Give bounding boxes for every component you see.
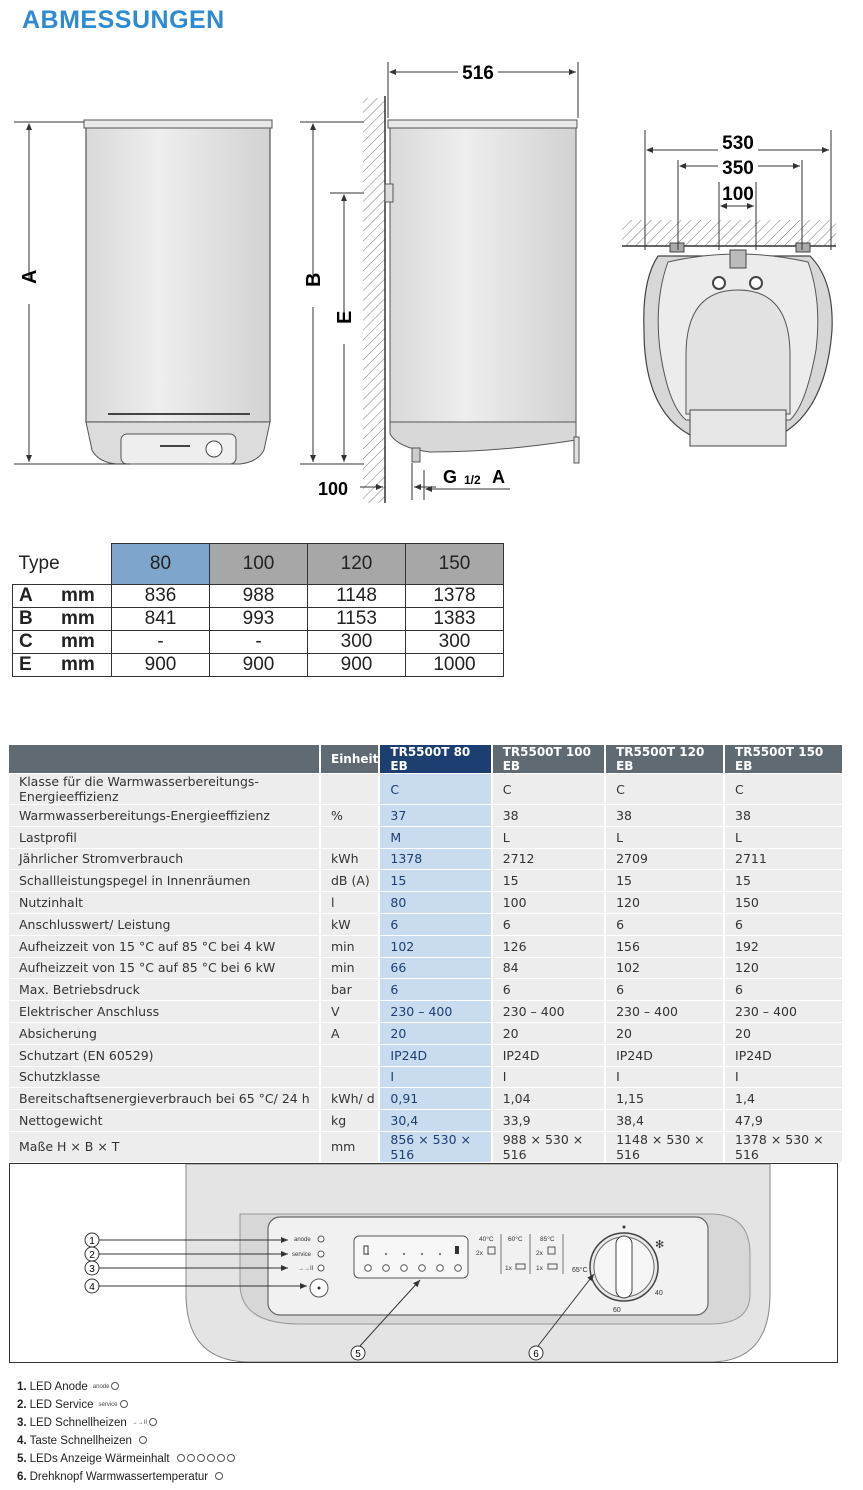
led-anode-label: anode xyxy=(294,1237,311,1243)
thermo-high-icon xyxy=(455,1246,459,1254)
dims-cell: 841 xyxy=(112,608,210,631)
spec-cell-value: 30,4 xyxy=(380,1110,492,1131)
spec-cell-label: Elektrischer Anschluss xyxy=(9,1001,321,1022)
spec-cell-value: IP24D xyxy=(493,1045,606,1066)
callout-3 xyxy=(85,1261,99,1275)
spec-row xyxy=(9,870,844,891)
spec-cell-value: C xyxy=(606,774,725,804)
spec-cell-value: 230 – 400 xyxy=(606,1001,725,1022)
spec-cell-label: Anschlusswert/ Leistung xyxy=(9,914,321,935)
spec-cell-value: L xyxy=(725,827,844,848)
spec-row xyxy=(9,849,844,870)
dim-516: 516 xyxy=(462,63,494,84)
spec-cell-value: I xyxy=(725,1067,844,1088)
type-col-80: 80 xyxy=(112,544,210,585)
spec-cell-value: 120 xyxy=(606,892,725,913)
dim-530: 530 xyxy=(722,133,754,154)
spec-cell-value: 230 – 400 xyxy=(493,1001,606,1022)
dims-row-e xyxy=(13,654,504,677)
spec-cell-label: Maße H × B × T xyxy=(9,1132,321,1162)
spec-row xyxy=(9,774,844,804)
led-boost xyxy=(318,1265,324,1271)
legend-mini-label: anode xyxy=(92,1384,110,1390)
spec-cell-label: Absicherung xyxy=(9,1023,321,1044)
dims-cell: 300 xyxy=(406,631,504,654)
spec-cell-value: 80 xyxy=(380,892,492,913)
thread-fraction: 1/2 xyxy=(464,473,481,487)
specification-table xyxy=(9,744,844,1163)
led-service xyxy=(318,1251,324,1257)
spec-cell-unit: min xyxy=(321,958,380,979)
spec-cell-value: 20 xyxy=(606,1023,725,1044)
row-key: B xyxy=(19,608,33,629)
spec-cell-value: 33,9 xyxy=(493,1110,606,1131)
spec-cell-label: Schutzart (EN 60529) xyxy=(9,1045,321,1066)
spec-header-blank xyxy=(9,745,321,773)
spec-cell-label: Schutzklasse xyxy=(9,1067,321,1088)
dims-cell: - xyxy=(210,631,308,654)
spec-cell-value: 15 xyxy=(606,870,725,891)
dims-cell: 300 xyxy=(308,631,406,654)
legend-text: LEDs Anzeige Wärmeinhalt xyxy=(29,1453,170,1465)
spec-cell-value: 6 xyxy=(725,979,844,1000)
legend-item xyxy=(17,1378,235,1396)
dimensions-table xyxy=(12,543,504,677)
spec-row xyxy=(9,936,844,957)
top-view xyxy=(622,130,836,446)
spec-header-model: TR5500T 80 EB xyxy=(380,745,492,773)
mult-2x-b: 2x xyxy=(536,1250,543,1257)
spec-cell-unit: kW xyxy=(321,914,380,935)
dims-row-a xyxy=(13,585,504,608)
spec-cell-value: IP24D xyxy=(380,1045,492,1066)
legend-text: LED Service xyxy=(29,1399,94,1411)
spec-header-model: TR5500T 150 EB xyxy=(725,745,844,773)
callout-6 xyxy=(529,1346,543,1360)
spec-cell-value: 20 xyxy=(380,1023,492,1044)
spec-cell-value: 38 xyxy=(725,805,844,826)
spec-cell-value: M xyxy=(380,827,492,848)
spec-cell-value: 100 xyxy=(493,892,606,913)
spec-cell-label: Aufheizzeit von 15 °C auf 85 °C bei 4 kW xyxy=(9,936,321,957)
spec-cell-label: Klasse für die Warmwasserbereitungs-Energieeffizienz xyxy=(9,774,321,804)
spec-cell-value: 37 xyxy=(380,805,492,826)
dims-cell: 993 xyxy=(210,608,308,631)
spec-cell-unit: l xyxy=(321,892,380,913)
spec-cell-value: IP24D xyxy=(606,1045,725,1066)
spec-cell-value: 2709 xyxy=(606,849,725,870)
type-col-120: 120 xyxy=(308,544,406,585)
label-e: E xyxy=(334,310,356,324)
legend-number: 3. xyxy=(17,1417,27,1429)
spec-row xyxy=(9,1110,844,1131)
spec-cell-value: 2711 xyxy=(725,849,844,870)
spec-cell-value: 150 xyxy=(725,892,844,913)
spec-cell-value: I xyxy=(380,1067,492,1088)
spec-cell-value: 84 xyxy=(493,958,606,979)
legend-text: LED Anode xyxy=(29,1381,88,1393)
spec-cell-value: 15 xyxy=(493,870,606,891)
spec-row xyxy=(9,1023,844,1044)
spec-cell-value: 6 xyxy=(380,914,492,935)
led-anode xyxy=(318,1236,324,1242)
spec-cell-value: 1,04 xyxy=(493,1088,606,1109)
spec-row xyxy=(9,1045,844,1066)
spec-row xyxy=(9,914,844,935)
thread-suffix: A xyxy=(492,467,505,487)
spec-cell-value: 20 xyxy=(725,1023,844,1044)
spec-cell-unit xyxy=(321,1067,380,1088)
legend-text: Drehknopf Warmwassertemperatur xyxy=(29,1471,209,1483)
dims-row-b xyxy=(13,608,504,631)
spec-cell-unit xyxy=(321,774,380,804)
spec-cell-value: 6 xyxy=(606,979,725,1000)
legend-item xyxy=(17,1396,235,1414)
spec-cell-value: 856 × 530 × 516 xyxy=(380,1132,492,1162)
spec-header-unit: Einheit xyxy=(321,745,380,773)
legend-mini-icon xyxy=(175,1450,235,1468)
spec-cell-value: 102 xyxy=(606,958,725,979)
row-key: A xyxy=(19,585,33,606)
label-a: A xyxy=(19,269,41,284)
svg-text:3: 3 xyxy=(89,1264,95,1275)
spec-cell-value: 20 xyxy=(493,1023,606,1044)
thermo-low-icon xyxy=(364,1246,368,1254)
svg-text:5: 5 xyxy=(355,1349,361,1360)
type-col-100: 100 xyxy=(210,544,308,585)
spec-cell-value: 66 xyxy=(380,958,492,979)
dims-cell: 900 xyxy=(308,654,406,677)
spec-cell-unit xyxy=(321,1045,380,1066)
spec-cell-unit: kWh/ d xyxy=(321,1088,380,1109)
spec-cell-value: C xyxy=(725,774,844,804)
dim-100-bottom: 100 xyxy=(318,479,349,499)
legend-item xyxy=(17,1450,235,1468)
svg-text:2: 2 xyxy=(89,1250,95,1261)
dims-cell: 1000 xyxy=(406,654,504,677)
legend-mini-icon xyxy=(132,1414,157,1432)
page-title: ABMESSUNGEN xyxy=(22,6,225,34)
spec-row xyxy=(9,892,844,913)
legend-mini-label: service xyxy=(98,1402,118,1408)
spec-cell-value: 6 xyxy=(606,914,725,935)
control-panel-diagram xyxy=(9,1163,838,1363)
legend-item xyxy=(17,1468,235,1486)
legend-number: 1. xyxy=(17,1381,27,1393)
svg-text:6: 6 xyxy=(533,1349,539,1360)
callout-2 xyxy=(85,1247,99,1261)
spec-row xyxy=(9,979,844,1000)
knob-60: 60 xyxy=(613,1307,621,1314)
spec-cell-value: 120 xyxy=(725,958,844,979)
label-b: B xyxy=(303,272,325,287)
dims-cell: 1378 xyxy=(406,585,504,608)
temp-40: 40°C xyxy=(479,1236,494,1243)
spec-cell-value: 126 xyxy=(493,936,606,957)
mult-2x-a: 2x xyxy=(476,1250,483,1257)
dims-cell: 1148 xyxy=(308,585,406,608)
mult-1x-b: 1x xyxy=(536,1265,543,1272)
spec-cell-value: C xyxy=(380,774,492,804)
front-view xyxy=(14,120,272,464)
spec-cell-value: 0,91 xyxy=(380,1088,492,1109)
temp-60: 60°C xyxy=(508,1236,523,1243)
callout-5 xyxy=(351,1346,365,1360)
spec-cell-value: 1,4 xyxy=(725,1088,844,1109)
spec-cell-value: 15 xyxy=(380,870,492,891)
spec-cell-value: I xyxy=(493,1067,606,1088)
dims-cell: 1383 xyxy=(406,608,504,631)
legend-mini-label: →→II xyxy=(131,1420,148,1426)
dims-cell: 900 xyxy=(210,654,308,677)
spec-cell-unit: V xyxy=(321,1001,380,1022)
legend-number: 2. xyxy=(17,1399,27,1411)
legend-number: 6. xyxy=(17,1471,27,1483)
dims-cell: 988 xyxy=(210,585,308,608)
spec-cell-value: 230 – 400 xyxy=(380,1001,492,1022)
row-key: E xyxy=(19,654,32,675)
spec-cell-unit xyxy=(321,827,380,848)
dims-cell: 900 xyxy=(112,654,210,677)
spec-cell-unit: % xyxy=(321,805,380,826)
spec-cell-unit: bar xyxy=(321,979,380,1000)
spec-cell-value: 15 xyxy=(725,870,844,891)
row-unit: mm xyxy=(61,631,95,652)
knob-65: 65°C xyxy=(572,1267,588,1274)
type-col-150: 150 xyxy=(406,544,504,585)
spec-cell-value: 988 × 530 × 516 xyxy=(493,1132,606,1162)
spec-cell-unit: A xyxy=(321,1023,380,1044)
legend-text: LED Schnellheizen xyxy=(29,1417,127,1429)
spec-cell-unit: mm xyxy=(321,1132,380,1162)
spec-cell-value: I xyxy=(606,1067,725,1088)
mult-1x-a: 1x xyxy=(505,1265,512,1272)
row-key: C xyxy=(19,631,33,652)
spec-cell-value: 1,15 xyxy=(606,1088,725,1109)
legend-mini-icon xyxy=(213,1468,223,1486)
spec-cell-label: Nutzinhalt xyxy=(9,892,321,913)
spec-row xyxy=(9,1067,844,1088)
spec-cell-value: 6 xyxy=(493,979,606,1000)
type-header: Type xyxy=(13,544,112,585)
spec-cell-label: Bereitschaftsenergieverbrauch bei 65 °C/ 24 h xyxy=(9,1088,321,1109)
spec-cell-value: C xyxy=(493,774,606,804)
row-unit: mm xyxy=(61,654,95,675)
svg-text:1: 1 xyxy=(89,1236,95,1247)
spec-row xyxy=(9,1088,844,1109)
spec-row xyxy=(9,1132,844,1162)
legend-number: 4. xyxy=(17,1435,27,1447)
spec-cell-unit: kWh xyxy=(321,849,380,870)
spec-cell-value: L xyxy=(606,827,725,848)
dims-cell: - xyxy=(112,631,210,654)
spec-row xyxy=(9,805,844,826)
spec-cell-value: 38 xyxy=(493,805,606,826)
dims-cell: 836 xyxy=(112,585,210,608)
legend-mini-icon xyxy=(137,1432,147,1450)
spec-cell-label: Max. Betriebsdruck xyxy=(9,979,321,1000)
spec-cell-value: 1378 xyxy=(380,849,492,870)
spec-cell-value: 6 xyxy=(380,979,492,1000)
spec-cell-unit: kg xyxy=(321,1110,380,1131)
led-boost-label: →→II xyxy=(298,1266,314,1272)
spec-cell-label: Nettogewicht xyxy=(9,1110,321,1131)
temp-85: 85°C xyxy=(540,1236,555,1243)
legend-number: 5. xyxy=(17,1453,27,1465)
control-panel-svg xyxy=(10,1164,837,1362)
callout-4 xyxy=(85,1279,99,1293)
spec-header-model: TR5500T 100 EB xyxy=(493,745,606,773)
spec-cell-unit: dB (A) xyxy=(321,870,380,891)
row-unit: mm xyxy=(61,585,95,606)
legend-mini-icon xyxy=(93,1378,120,1396)
spec-cell-value: 230 – 400 xyxy=(725,1001,844,1022)
spec-cell-unit: min xyxy=(321,936,380,957)
spec-cell-label: Jährlicher Stromverbrauch xyxy=(9,849,321,870)
dimension-drawing xyxy=(0,0,863,520)
legend-mini-icon xyxy=(99,1396,128,1414)
spec-cell-value: 6 xyxy=(725,914,844,935)
spec-cell-label: Warmwasserbereitungs-Energieeffizienz xyxy=(9,805,321,826)
dims-row-c xyxy=(13,631,504,654)
spec-cell-value: 192 xyxy=(725,936,844,957)
spec-cell-value: IP24D xyxy=(725,1045,844,1066)
spec-cell-value: 47,9 xyxy=(725,1110,844,1131)
spec-cell-label: Schallleistungspegel in Innenräumen xyxy=(9,870,321,891)
spec-cell-value: 1148 × 530 × 516 xyxy=(606,1132,725,1162)
spec-cell-value: 156 xyxy=(606,936,725,957)
spec-cell-value: 38 xyxy=(606,805,725,826)
panel-legend xyxy=(17,1378,235,1486)
dims-cell: 1153 xyxy=(308,608,406,631)
spec-cell-value: 2712 xyxy=(493,849,606,870)
spec-row xyxy=(9,958,844,979)
spec-cell-value: 38,4 xyxy=(606,1110,725,1131)
callout-1 xyxy=(85,1233,99,1247)
thread-g: G xyxy=(443,467,458,487)
spec-row xyxy=(9,827,844,848)
spec-row xyxy=(9,1001,844,1022)
legend-item xyxy=(17,1432,235,1450)
spec-cell-label: Lastprofil xyxy=(9,827,321,848)
side-view xyxy=(300,60,579,503)
spec-cell-label: Aufheizzeit von 15 °C auf 85 °C bei 6 kW xyxy=(9,958,321,979)
legend-item xyxy=(17,1414,235,1432)
spec-cell-value: 6 xyxy=(493,914,606,935)
knob-40: 40 xyxy=(655,1290,663,1297)
dim-350: 350 xyxy=(722,158,754,179)
led-service-label: service xyxy=(292,1252,312,1258)
row-unit: mm xyxy=(61,608,95,629)
spec-header-model: TR5500T 120 EB xyxy=(606,745,725,773)
svg-text:4: 4 xyxy=(89,1282,95,1293)
legend-text: Taste Schnellheizen xyxy=(29,1435,132,1447)
spec-cell-value: 1378 × 530 × 516 xyxy=(725,1132,844,1162)
spec-cell-value: 102 xyxy=(380,936,492,957)
spec-cell-value: L xyxy=(493,827,606,848)
dim-100-top: 100 xyxy=(722,184,754,205)
snowflake-icon: ✻ xyxy=(655,1239,665,1251)
